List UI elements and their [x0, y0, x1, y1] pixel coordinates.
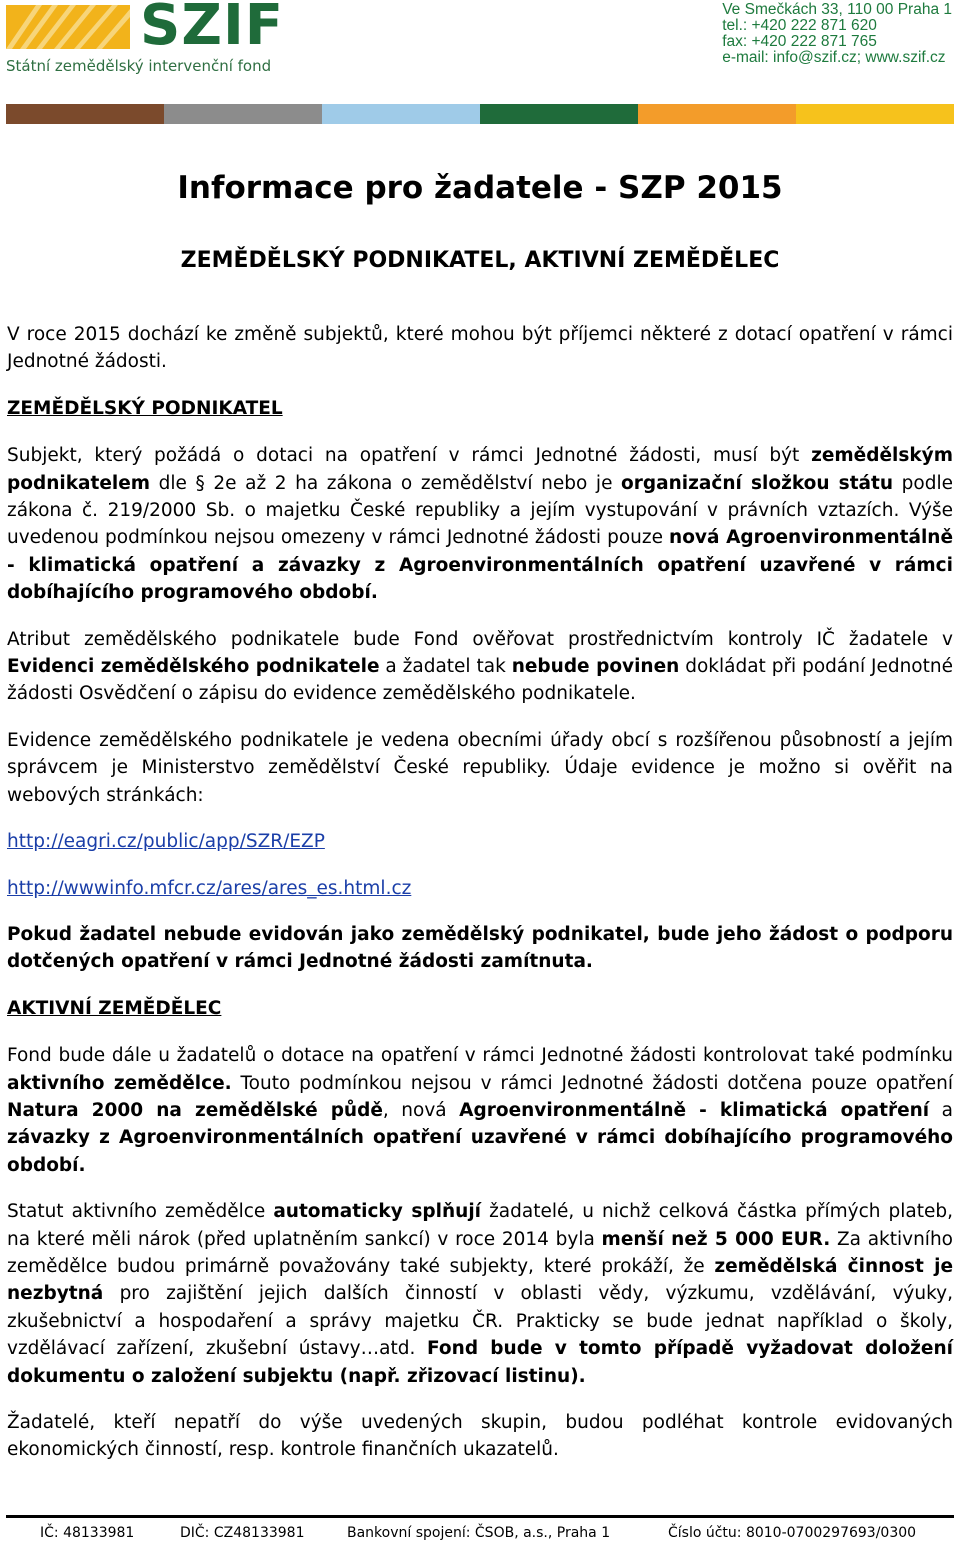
text-run-bold: Evidenci zemědělského podnikatele: [7, 656, 380, 678]
text-run: Subjekt, který požádá o dotaci na opatření v rámci Jednotné žádosti, musí být: [7, 445, 812, 467]
page-header: [0, 0, 960, 100]
rejection-notice: [7, 921, 953, 976]
contact-fax: fax: +420 222 871 765: [722, 33, 877, 50]
ares-link[interactable]: http://wwwinfo.mfcr.cz/ares/ares_es.html.cz: [7, 877, 412, 899]
text-run: a žadatel tak: [379, 656, 512, 678]
intro-paragraph: V roce 2015 dochází ke změně subjektů, které mohou být příjemci některé z dotací opatření v rámci Jednotné žádosti.: [7, 324, 953, 373]
footer-account: Číslo účtu: 8010-0700297693/0300: [668, 1525, 917, 1541]
section-heading-aktivni: [7, 995, 953, 1022]
text-run: Statut aktivního zemědělce: [7, 1201, 274, 1223]
link-paragraph-2: [7, 875, 953, 902]
text-run: , nová: [382, 1099, 460, 1121]
contact-phone: tel.: +420 222 871 620: [722, 17, 877, 34]
text-run-bold: Pokud žadatel nebude evidován jako zemědělský podnikatel, bude jeho žádost o podporu dotčených opatření v rámci Jednotné žádosti zamítnuta.: [7, 923, 953, 973]
footer-divider: [6, 1515, 954, 1518]
contact-address: Ve Smečkách 33, 110 00 Praha 1: [722, 1, 952, 18]
podnikatel-paragraph-2: [7, 626, 953, 708]
color-segment-green: [480, 104, 638, 124]
section-heading-podnikatel: [7, 395, 953, 422]
text-run: pro zajištění jejich dalších činností v oblasti vědy, výzkumu, vzdělávání, výuky, zkušebnictví a hospodaření a správy majetku ČR. Prakticky se bude jednat například o školy, vzdělávací zařízení, zkušební ústavy…atd.: [7, 1283, 953, 1360]
brand-color-bar: [6, 104, 954, 124]
text-run-bold: Agroenvironmentálně - klimatická opatření: [459, 1099, 930, 1121]
aktivni-paragraph-3: Žadatelé, kteří nepatří do výše uvedených skupin, budou podléhat kontrole evidovaných ekonomických činností, resp. kontrole finančních ukazatelů.: [7, 1412, 953, 1461]
color-segment-orange: [638, 104, 796, 124]
footer-dic: DIČ: CZ48133981: [180, 1525, 305, 1541]
document-body: [7, 321, 953, 1483]
logo-subtitle: Státní zemědělský intervenční fond: [6, 57, 272, 75]
podnikatel-paragraph-1: [7, 442, 953, 606]
text-run: podle zákona č. 219/2000 Sb. o majetku České republiky a jejím vystupování v právních vztazích. Výše uvedenou podmínkou nejsou omezeny v rámci Jednotné žádosti pouze: [7, 472, 953, 549]
page-subtitle: ZEMĚDĚLSKÝ PODNIKATEL, AKTIVNÍ ZEMĚDĚLEC: [180, 248, 780, 273]
footer-bank: Bankovní spojení: ČSOB, a.s., Praha 1: [347, 1525, 611, 1541]
text-run-bold: nebude povinen: [511, 656, 680, 678]
aktivni-paragraph-2: [7, 1198, 953, 1390]
text-run-bold: zemědělským podnikatelem: [7, 445, 953, 494]
text-run-bold: Natura 2000 na zemědělské půdě: [7, 1099, 383, 1121]
eagri-link[interactable]: http://eagri.cz/public/app/SZR/EZP: [7, 831, 325, 853]
color-segment-blue: [322, 104, 480, 124]
text-run-bold: aktivního zemědělce.: [7, 1072, 232, 1094]
text-run: dokládat při podání Jednotné žádosti Osvědčení o zápisu do evidence zemědělského podnikatele.: [7, 656, 953, 705]
text-run: Touto podmínkou nejsou v rámci Jednotné žádosti dotčena pouze opatření: [231, 1072, 953, 1094]
color-segment-gray: [164, 104, 322, 124]
link-paragraph-1: [7, 828, 953, 855]
text-run: a: [929, 1099, 953, 1121]
podnikatel-paragraph-3: Evidence zemědělského podnikatele je vedena obecními úřady obcí s rozšířenou působností a jejím správcem je Ministerstvo zemědělství České republiky. Údaje evidence je možno si ověřit na webových stránkách:: [7, 729, 953, 806]
text-run: žadatelé, u nichž celková částka přímých plateb, na které měli nárok (před uplatněním sankcí) v roce 2014 byla: [7, 1201, 954, 1250]
color-segment-yellow: [796, 104, 954, 124]
text-run: Atribut zemědělského podnikatele bude Fond ověřovat prostřednictvím kontroly IČ žadatele v: [7, 628, 953, 650]
page-title: Informace pro žadatele - SZP 2015: [177, 170, 783, 206]
text-run-bold: automaticky splňují: [273, 1201, 482, 1223]
contact-email-web[interactable]: e-mail: info@szif.cz; www.szif.cz: [722, 49, 946, 66]
heading-text: AKTIVNÍ ZEMĚDĚLEC: [7, 997, 222, 1019]
text-run-bold: Fond bude v tomto případě vyžadovat doložení dokumentu o založení subjektu (např. zřizovací listinu).: [7, 1338, 953, 1387]
heading-text: ZEMĚDĚLSKÝ PODNIKATEL: [7, 397, 283, 419]
text-run-bold: závazky z Agroenvironmentálních opatření uzavřené v rámci dobíhajícího programového období.: [7, 1127, 953, 1176]
color-segment-brown: [6, 104, 164, 124]
text-run-bold: zemědělská činnost je nezbytná: [7, 1255, 953, 1305]
aktivni-paragraph-1: [7, 1042, 953, 1179]
text-run: dle § 2e až 2 ha zákona o zemědělství nebo je: [150, 472, 622, 494]
szif-logo-icon: [6, 5, 130, 49]
text-run-bold: nová Agroenvironmentálně - klimatická opatření a závazky z Agroenvironmentálních opatření uzavřené v rámci dobíhajícího programového období.: [7, 527, 953, 604]
text-run-bold: menší než 5 000 EUR.: [601, 1228, 831, 1250]
contact-block: [722, 2, 952, 66]
text-run: Fond bude dále u žadatelů o dotace na opatření v rámci Jednotné žádosti kontrolovat také podmínku: [7, 1045, 953, 1067]
text-run: Za aktivního zemědělce budou primárně považovány také subjekty, které prokáží, že: [7, 1228, 953, 1277]
text-run-bold: organizační složkou státu: [621, 472, 894, 494]
logo-wordmark: SZIF: [140, 0, 285, 58]
footer-ic: IČ: 48133981: [40, 1525, 135, 1541]
